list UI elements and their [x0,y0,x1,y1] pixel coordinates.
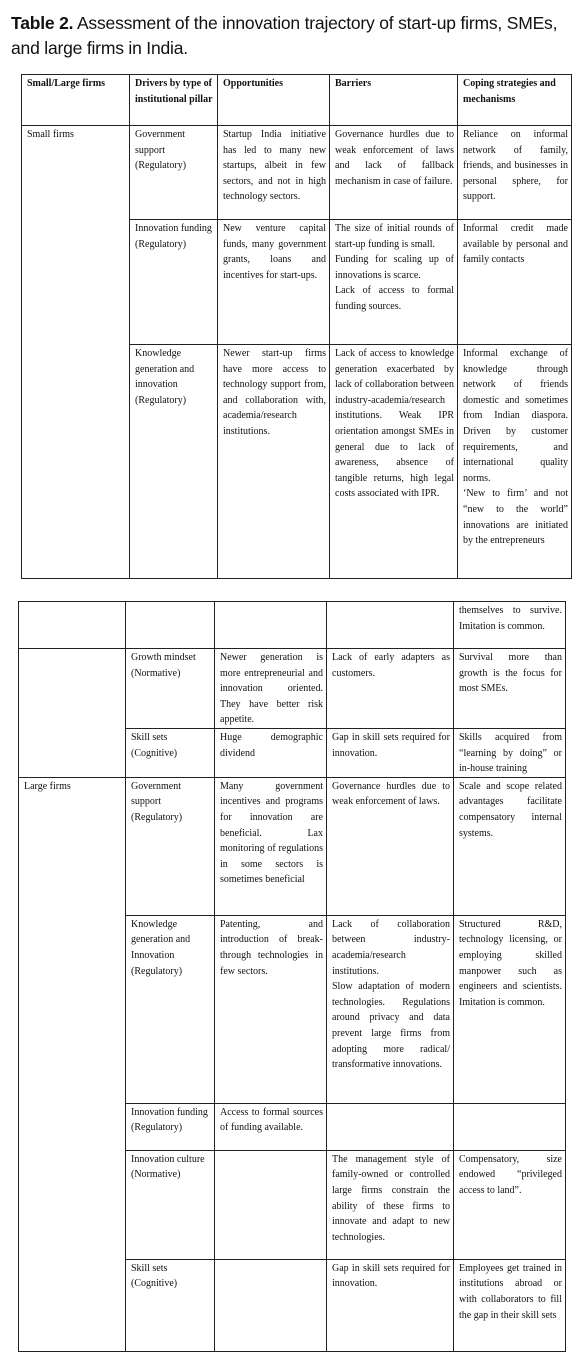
opportunity-cell: Newer start-up firms have more access to technology support from, and collaboration with, academia/research institutions. [218,345,330,579]
coping-cell: themselves to survive. Imitation is common. [454,602,566,649]
barrier-cell: Gap in skill sets required for innovation. [327,728,454,777]
coping-cell: Skills acquired from “learning by doing” or in-house training [454,728,566,777]
header-opportunities: Opportunities [218,75,330,126]
coping-cell: Structured R&D, technology licensing, or employing skilled manpower such as engineers and scientists. Imitation is common. [454,915,566,1103]
barrier-cell [327,1103,454,1150]
driver-cell: Growth mindset (Normative) [126,649,215,729]
table-row-continued [19,602,566,649]
driver-cell: Government support (Regulatory) [126,777,215,915]
table-row [19,649,566,729]
barrier-line: Lack of access to formal funding sources. [335,285,454,312]
coping-cell [454,1103,566,1150]
opportunity-cell [215,1259,327,1351]
driver-cell: Knowledge generation and Innovation (Regulatory) [126,915,215,1103]
driver-cell: Skill sets (Cognitive) [126,728,215,777]
driver-cell: Government support (Regulatory) [130,126,218,220]
coping-cell: Survival more than growth is the focus for most SMEs. [454,649,566,729]
barrier-cell [330,220,458,345]
header-firm-size: Small/Large firms [22,75,130,126]
barrier-cell: Lack of early adapters as customers. [327,649,454,729]
opportunity-cell: Huge demographic dividend [215,728,327,777]
barrier-line: Slow adaptation of modern technologies. Regulations around privacy and data prevent large firms from adopting more radical/ transformative innovations. [332,981,450,1071]
barrier-cell: Gap in skill sets required for innovation. [327,1259,454,1351]
table-number: Table 2. [11,13,74,33]
barrier-cell: Lack of access to knowledge generation exacerbated by lack of collaboration between industry-academia/research institutions. Weak IPR orientation amongst SMEs in general due to lack of awareness, absence of tangible returns, high legal costs associated with IPR. [330,345,458,579]
barrier-line: Funding for scaling up of innovations is scarce. [335,254,454,281]
barrier-cell: Governance hurdles due to weak enforcement of laws and lack of fallback mechanism in case of failure. [330,126,458,220]
opportunity-cell: Startup India initiative has led to many new startups, albeit in few sectors, and not in high technology sectors. [218,126,330,220]
driver-cell: Innovation funding (Regulatory) [130,220,218,345]
driver-cell: Skill sets (Cognitive) [126,1259,215,1351]
table-part-1 [21,74,572,579]
group-large-firms: Large firms [19,777,126,1351]
opportunity-cell [215,1150,327,1259]
group-small-firms: Small firms [22,126,130,579]
opportunity-cell: Patenting, and introduction of break-through technologies in few sectors. [215,915,327,1103]
table-part-2 [18,601,566,1352]
driver-cell: Knowledge generation and innovation (Regulatory) [130,345,218,579]
header-coping: Coping strategies and mechanisms [458,75,572,126]
table-header-row [22,75,572,126]
group-cell-empty [19,649,126,778]
driver-cell-empty [126,602,215,649]
barrier-line: Lack of collaboration between industry-academia/research institutions. [332,918,450,977]
driver-cell: Innovation funding (Regulatory) [126,1103,215,1150]
barrier-cell: Governance hurdles due to weak enforcement of laws. [327,777,454,915]
driver-cell: Innovation culture (Normative) [126,1150,215,1259]
table-row [19,777,566,915]
opportunity-cell-empty [215,602,327,649]
coping-cell: Employees get trained in institutions abroad or with collaborators to fill the gap in their skill sets [454,1259,566,1351]
coping-cell: Scale and scope related advantages facilitate compensatory internal systems. [454,777,566,915]
header-drivers: Drivers by type of institutional pillar [130,75,218,126]
opportunity-cell: Access to formal sources of funding available. [215,1103,327,1150]
table-row [22,126,572,220]
barrier-cell [327,915,454,1103]
barrier-cell: The management style of family-owned or controlled large firms constrain the ability of these firms to innovate and adapt to new technologies. [327,1150,454,1259]
table-caption [11,11,581,61]
table-caption-text: Assessment of the innovation trajectory of start-up firms, SMEs, and large firms in India. [11,13,558,58]
header-barriers: Barriers [330,75,458,126]
barrier-line: The size of initial rounds of start-up funding is small. [335,223,454,250]
coping-cell [458,345,572,579]
opportunity-cell: Many government incentives and programs for innovation are beneficial. Lax monitoring of regulations in some sectors is sometimes beneficial [215,777,327,915]
opportunity-cell: Newer generation is more entrepreneurial and innovation oriented. They have better risk appetite. [215,649,327,729]
coping-line: Informal exchange of knowledge through network of friends domestic and sometimes from Indian diaspora. Driven by customer requirements, and international quality norms. [463,348,568,484]
group-cell-empty [19,602,126,649]
barrier-cell-empty [327,602,454,649]
coping-cell: Informal credit made available by personal and family contacts [458,220,572,345]
coping-cell: Reliance on informal network of family, friends, and businesses in personal sphere, for support. [458,126,572,220]
coping-line: ‘New to firm’ and not “new to the world” innovations are initiated by the entrepreneurs [463,488,568,547]
coping-cell: Compensatory, size endowed “privileged access to land”. [454,1150,566,1259]
opportunity-cell: New venture capital funds, many government grants, loans and incentives for start-ups. [218,220,330,345]
